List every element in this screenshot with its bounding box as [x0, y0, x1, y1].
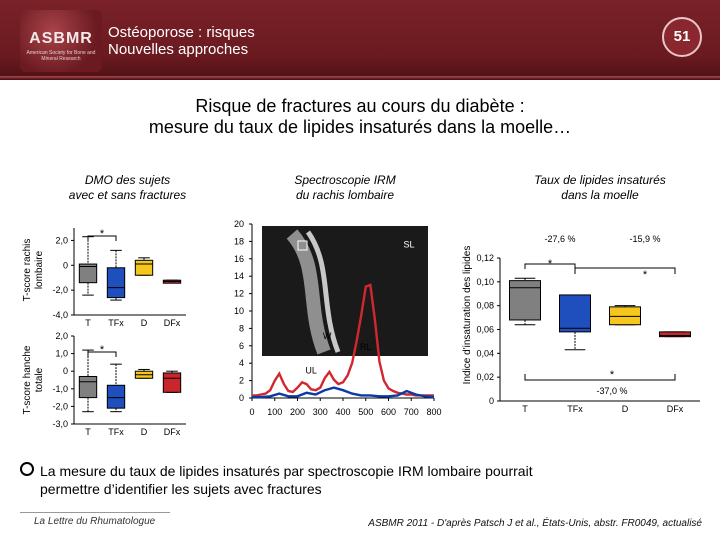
right-section-title-line2: dans la moelle — [561, 188, 639, 202]
right-y-tick-label: 0,06 — [476, 324, 494, 335]
left-bottom-significance-label: * — [99, 344, 105, 356]
left-top-x-tick-label: TFx — [108, 318, 124, 328]
conclusion-line1: La mesure du taux de lipides insaturés par spectroscopie IRM lombaire pourrait — [40, 463, 533, 479]
right-x-tick-label: D — [621, 404, 629, 414]
footer-divider — [20, 512, 170, 513]
right-bracket-TFx-DFx — [575, 268, 675, 274]
left-bottom-y-tick-label: -1,0 — [52, 383, 68, 394]
right-percent-label-3: -37,0 % — [596, 386, 628, 396]
right-significance-1: * — [547, 258, 553, 270]
left-top-x-tick-label: T — [85, 318, 91, 328]
left-top-ylabel-line2: lombaire — [34, 250, 45, 290]
spectroscopy-x-tick-label: 800 — [426, 407, 442, 417]
spectroscopy-y-tick-label: 12 — [233, 288, 244, 299]
spectroscopy-y-tick-label: 18 — [233, 236, 244, 247]
right-x-tick-label: DFx — [666, 404, 684, 414]
left-bottom-y-tick-label: -3,0 — [52, 419, 68, 429]
left-bottom-y-tick-label: 0 — [62, 366, 68, 377]
left-top-y-tick-label: -4,0 — [52, 310, 68, 320]
logo-text: ASBMR — [29, 30, 93, 47]
left-bottom-ylabel-line1: T-score hanche — [22, 345, 33, 415]
spectroscopy-annotation-RL: RL — [359, 342, 372, 353]
right-section-title-line1: Taux de lipides insaturés — [534, 173, 666, 187]
right-box-TFx — [560, 295, 591, 332]
spectroscopy-x-tick-label: 300 — [312, 407, 328, 417]
conclusion-line2: permettre d’identifier les sujets avec fractures — [40, 481, 322, 497]
left-bottom-x-tick-label: T — [85, 427, 91, 437]
spectroscopy-x-tick-label: 700 — [403, 407, 419, 417]
conclusion-bullet — [20, 462, 700, 498]
right-x-tick-label: TFx — [567, 404, 583, 414]
left-top-box-D — [135, 260, 152, 275]
footer-journal: La Lettre du Rhumatologue — [34, 516, 156, 527]
spectroscopy-y-tick-label: 6 — [238, 340, 244, 351]
left-top-ylabel-line1: T-score rachis — [22, 238, 33, 302]
left-bottom-x-tick-label: D — [140, 427, 148, 437]
right-y-tick-label: 0 — [488, 396, 494, 406]
logo-subtext: American Society for Bone and Mineral Research — [26, 50, 96, 62]
middle-section-title-line2: du rachis lombaire — [295, 188, 395, 202]
right-y-tick-label: 0,10 — [476, 276, 494, 287]
spectroscopy-y-tick-label: 14 — [233, 271, 244, 282]
left-top-y-tick-label: 2,0 — [55, 235, 68, 246]
header-title-line1: Ostéoporose : risques — [108, 24, 255, 41]
middle-section-title-line1: Spectroscopie IRM — [294, 173, 396, 187]
left-top-y-tick-label: -2,0 — [52, 285, 68, 296]
left-bottom-y-tick-label: -2,0 — [52, 401, 68, 412]
left-top-box-TFx — [107, 268, 124, 298]
spectroscopy-y-tick-label: 20 — [233, 219, 244, 229]
left-bottom-box-DFx — [163, 373, 180, 392]
spectroscopy-y-tick-label: 4 — [238, 358, 244, 369]
left-top-significance-label: * — [99, 228, 105, 240]
spectroscopy-annotation-SL: SL — [403, 239, 415, 250]
right-significance-2: * — [642, 269, 648, 281]
spectroscopy-x-tick-label: 500 — [358, 407, 374, 417]
right-box-D — [610, 307, 641, 325]
spectroscopy-y-tick-label: 0 — [238, 393, 244, 403]
footer-reference: ASBMR 2011 - D'après Patsch J et al., États-Unis, abstr. FR0049, actualisé — [368, 518, 702, 529]
spectroscopy-y-tick-label: 8 — [238, 323, 244, 334]
right-significance-3: * — [609, 369, 615, 381]
left-bottom-x-tick-label: DFx — [163, 427, 181, 437]
left-bottom-y-tick-label: 1,0 — [55, 348, 68, 359]
header-title-line2: Nouvelles approches — [108, 41, 249, 58]
right-y-tick-label: 0,04 — [476, 348, 494, 359]
spectroscopy-x-tick-label: 0 — [249, 407, 255, 417]
left-top-y-tick-label: 0 — [62, 260, 68, 271]
left-top-x-tick-label: DFx — [163, 318, 181, 328]
spectroscopy-x-tick-label: 600 — [380, 407, 397, 417]
right-percent-label-1: -27,6 % — [544, 234, 576, 244]
left-top-x-tick-label: D — [140, 318, 148, 328]
right-box-T — [510, 281, 541, 320]
right-bracket-T-DFx — [525, 374, 675, 380]
conclusion-text — [20, 462, 700, 498]
arrow-circle-icon — [20, 462, 34, 476]
slide-title-line2: mesure du taux de lipides insaturés dans la moelle… — [148, 117, 572, 137]
spectroscopy-annotation-W: W — [322, 330, 332, 341]
spectroscopy-annotation-UL: UL — [305, 365, 317, 376]
left-section-title-line2: avec et sans fractures — [68, 188, 187, 202]
left-bottom-y-tick-label: 2,0 — [55, 331, 68, 341]
left-bottom-x-tick-label: TFx — [108, 427, 124, 437]
left-bottom-box-TFx — [107, 385, 124, 408]
slide-title-line1: Risque de fractures au cours du diabète : — [195, 96, 525, 116]
left-bottom-box-T — [79, 376, 96, 397]
right-x-tick-label: T — [522, 404, 528, 414]
right-y-tick-label: 0,08 — [476, 300, 494, 311]
spectroscopy-y-tick-label: 2 — [238, 375, 244, 386]
right-y-tick-label: 0,12 — [476, 253, 494, 263]
spectroscopy-y-tick-label: 16 — [233, 253, 244, 264]
right-y-tick-label: 0,02 — [476, 372, 494, 383]
spectroscopy-x-tick-label: 200 — [289, 407, 306, 417]
page-number-badge: 51 — [662, 17, 702, 57]
right-ylabel: Indice d'insaturation des lipides — [462, 245, 473, 385]
spectroscopy-y-tick-label: 10 — [233, 306, 244, 316]
spectroscopy-x-tick-label: 100 — [267, 407, 283, 417]
left-bottom-ylabel-line2: totale — [34, 367, 45, 393]
spectroscopy-x-tick-label: 400 — [335, 407, 351, 417]
left-section-title-line1: DMO des sujets — [84, 173, 171, 187]
right-percent-label-2: -15,9 % — [629, 234, 661, 244]
